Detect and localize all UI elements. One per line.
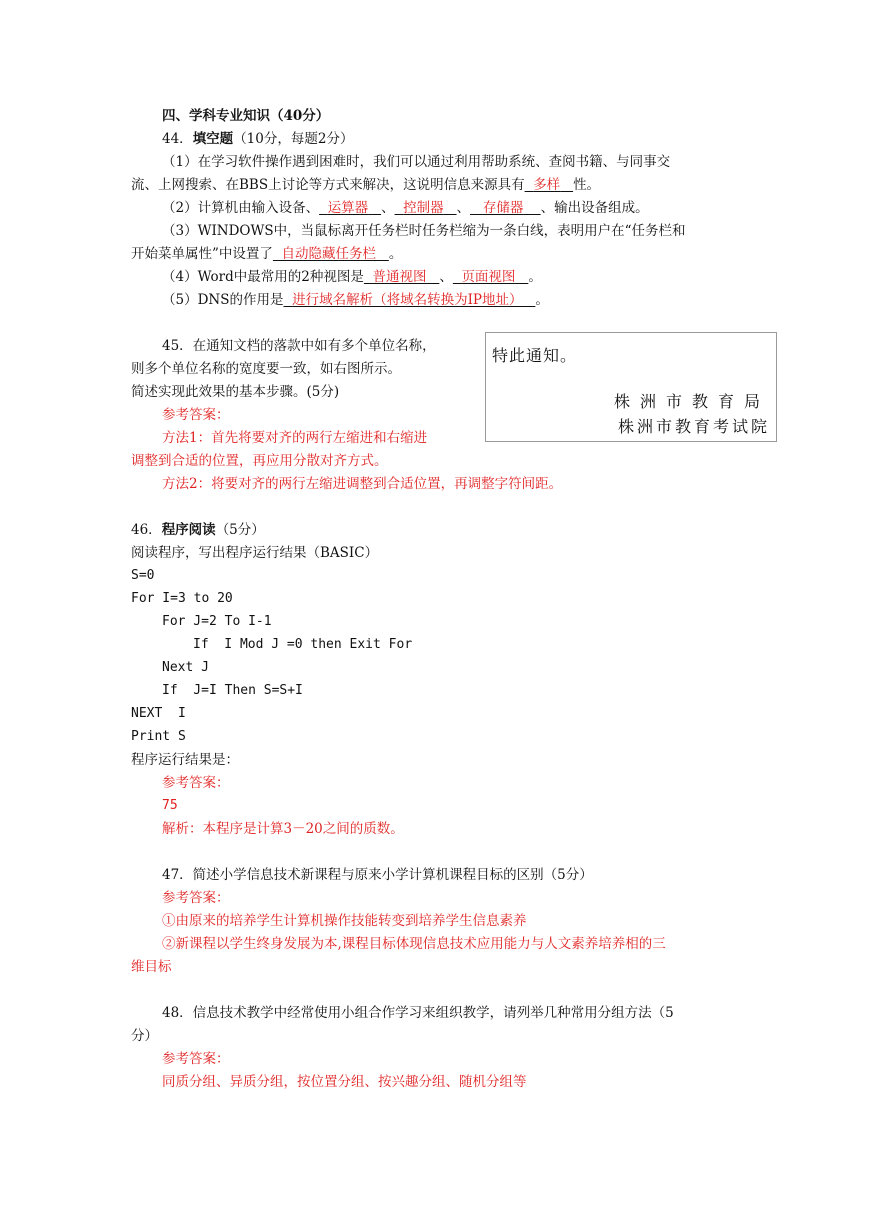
notice-figure-text1: 特此通知。 bbox=[492, 346, 578, 365]
code-line: For I=3 to 20 bbox=[131, 591, 233, 606]
q44-item2-text-a: （2）计算机由输入设备、 bbox=[162, 200, 320, 216]
q44-item1-line2 bbox=[131, 175, 600, 195]
q44-item2-answer2: 控制器 bbox=[403, 200, 444, 216]
q46-result-label: 程序运行结果是： bbox=[131, 752, 239, 768]
q48-ref-label: 参考答案： bbox=[162, 1051, 230, 1067]
q44-item5-text-b: 。 bbox=[535, 292, 549, 308]
section-title: 四、学科专业知识（40分） bbox=[162, 108, 330, 124]
q44-item3-blank bbox=[273, 246, 389, 262]
q45-line2: 则多个单位名称的宽度要一致，如右图所示。 bbox=[131, 361, 401, 377]
q46-header bbox=[131, 520, 265, 540]
q44-number: 44． bbox=[162, 131, 193, 147]
q46-answer: 75 bbox=[162, 798, 178, 813]
q44-item2-blank2 bbox=[395, 200, 457, 216]
q45-line3: 简述实现此效果的基本步骤。(5分) bbox=[131, 384, 340, 400]
q44-item3-text-a: 开始菜单属性”中设置了 bbox=[131, 246, 273, 262]
q44-item3-line1: （3）WINDOWS中，当鼠标离开任务栏时任务栏缩为一条白线，表明用户在“任务栏和 bbox=[162, 223, 686, 239]
q44-item5-answer: 进行域名解析（将域名转换为IP地址） bbox=[292, 292, 523, 308]
q44-item4-blank1 bbox=[364, 269, 439, 285]
q44-item1-answer: 多样 bbox=[533, 177, 561, 193]
q45-method1-line2: 调整到合适的位置，再应用分散对齐方式。 bbox=[131, 453, 388, 469]
q44-item2-blank3 bbox=[470, 200, 541, 216]
q48-line2: 分） bbox=[131, 1028, 158, 1044]
q45-ref-label: 参考答案： bbox=[162, 407, 230, 423]
q44-item4-sep: 、 bbox=[439, 269, 453, 285]
q44-item1-line1: （1）在学习软件操作遇到困难时，我们可以通过利用帮助系统、查阅书籍、与同事交 bbox=[162, 154, 671, 170]
q44-item2-sep2: 、 bbox=[456, 200, 471, 216]
q44-item2-sep1: 、 bbox=[381, 200, 395, 216]
q46-title: 程序阅读 bbox=[161, 522, 216, 538]
q47-answer2-line2: 维目标 bbox=[131, 959, 172, 975]
q44-title: 填空题 bbox=[192, 131, 234, 147]
q47-ref-label: 参考答案： bbox=[162, 890, 230, 906]
q45-method1-line1: 方法1：首先将要对齐的两行左缩进和右缩进 bbox=[162, 430, 428, 446]
code-line: If I Mod J =0 then Exit For bbox=[193, 637, 413, 652]
q48-answer: 同质分组、异质分组，按位置分组、按兴趣分组、随机分组等 bbox=[162, 1074, 527, 1090]
code-line: For J=2 To I-1 bbox=[162, 614, 272, 629]
q46-ref-label: 参考答案： bbox=[162, 775, 230, 791]
q44-item2 bbox=[162, 198, 649, 218]
q44-item2-blank1 bbox=[319, 200, 381, 216]
notice-figure-text2: 株洲市教育局 bbox=[613, 392, 770, 411]
q44-item2-answer1: 运算器 bbox=[327, 200, 369, 216]
q48-line1: 48．信息技术教学中经常使用小组合作学习来组织教学，请列举几种常用分组方法（5 bbox=[162, 1005, 674, 1021]
q44-header bbox=[162, 129, 353, 149]
q44-item5-blank bbox=[283, 292, 535, 308]
q45-method2: 方法2：将要对齐的两行左缩进调整到合适位置，再调整字符间距。 bbox=[162, 476, 563, 492]
q44-item4-blank2 bbox=[453, 269, 528, 285]
q44-item4 bbox=[162, 267, 542, 287]
q45-line1: 45．在通知文档的落款中如有多个单位名称， bbox=[162, 338, 436, 354]
q44-item2-text-b: 、输出设备组成。 bbox=[540, 200, 649, 216]
q44-score: （10分，每题2分） bbox=[233, 131, 354, 147]
q44-item5 bbox=[162, 290, 549, 310]
q44-item5-text-a: （5）DNS的作用是 bbox=[162, 292, 284, 308]
q44-item4-text-b: 。 bbox=[528, 269, 542, 285]
q46-analysis: 解析：本程序是计算3－20之间的质数。 bbox=[162, 821, 404, 837]
code-line: S=0 bbox=[131, 568, 155, 583]
q44-item4-answer1: 普通视图 bbox=[372, 269, 427, 285]
q44-item3-text-b: 。 bbox=[388, 246, 403, 262]
code-line: NEXT I bbox=[131, 706, 186, 721]
q47-answer1: ①由原来的培养学生计算机操作技能转变到培养学生信息素养 bbox=[162, 913, 527, 929]
q46-instruction: 阅读程序，写出程序运行结果（BASIC） bbox=[131, 545, 379, 561]
q47-answer2-line1: ②新课程以学生终身发展为本,课程目标体现信息技术应用能力与人文素养培养相的三 bbox=[162, 936, 666, 952]
notice-figure bbox=[485, 332, 777, 442]
q44-item1-text-b: 性。 bbox=[573, 177, 601, 193]
code-line: Print S bbox=[131, 729, 186, 744]
q44-item3-line2 bbox=[131, 244, 402, 264]
notice-figure-text3: 株洲市教育考试院 bbox=[617, 417, 770, 436]
q44-item2-answer3: 存储器 bbox=[482, 200, 524, 216]
q46-score: （5分） bbox=[215, 522, 265, 538]
q47-question: 47．简述小学信息技术新课程与原来小学计算机课程目标的区别（5分） bbox=[162, 867, 593, 883]
q44-item4-text-a: （4）Word中最常用的2种视图是 bbox=[162, 269, 364, 285]
q44-item1-blank bbox=[525, 177, 573, 193]
code-line: Next J bbox=[162, 660, 209, 675]
q44-item4-answer2: 页面视图 bbox=[461, 269, 516, 285]
q46-number: 46． bbox=[131, 522, 162, 538]
code-line: If J=I Then S=S+I bbox=[162, 683, 303, 698]
q44-item1-text-a: 流、上网搜索、在BBS上讨论等方式来解决，这说明信息来源具有 bbox=[131, 177, 525, 193]
q44-item3-answer: 自动隐藏任务栏 bbox=[281, 246, 376, 262]
